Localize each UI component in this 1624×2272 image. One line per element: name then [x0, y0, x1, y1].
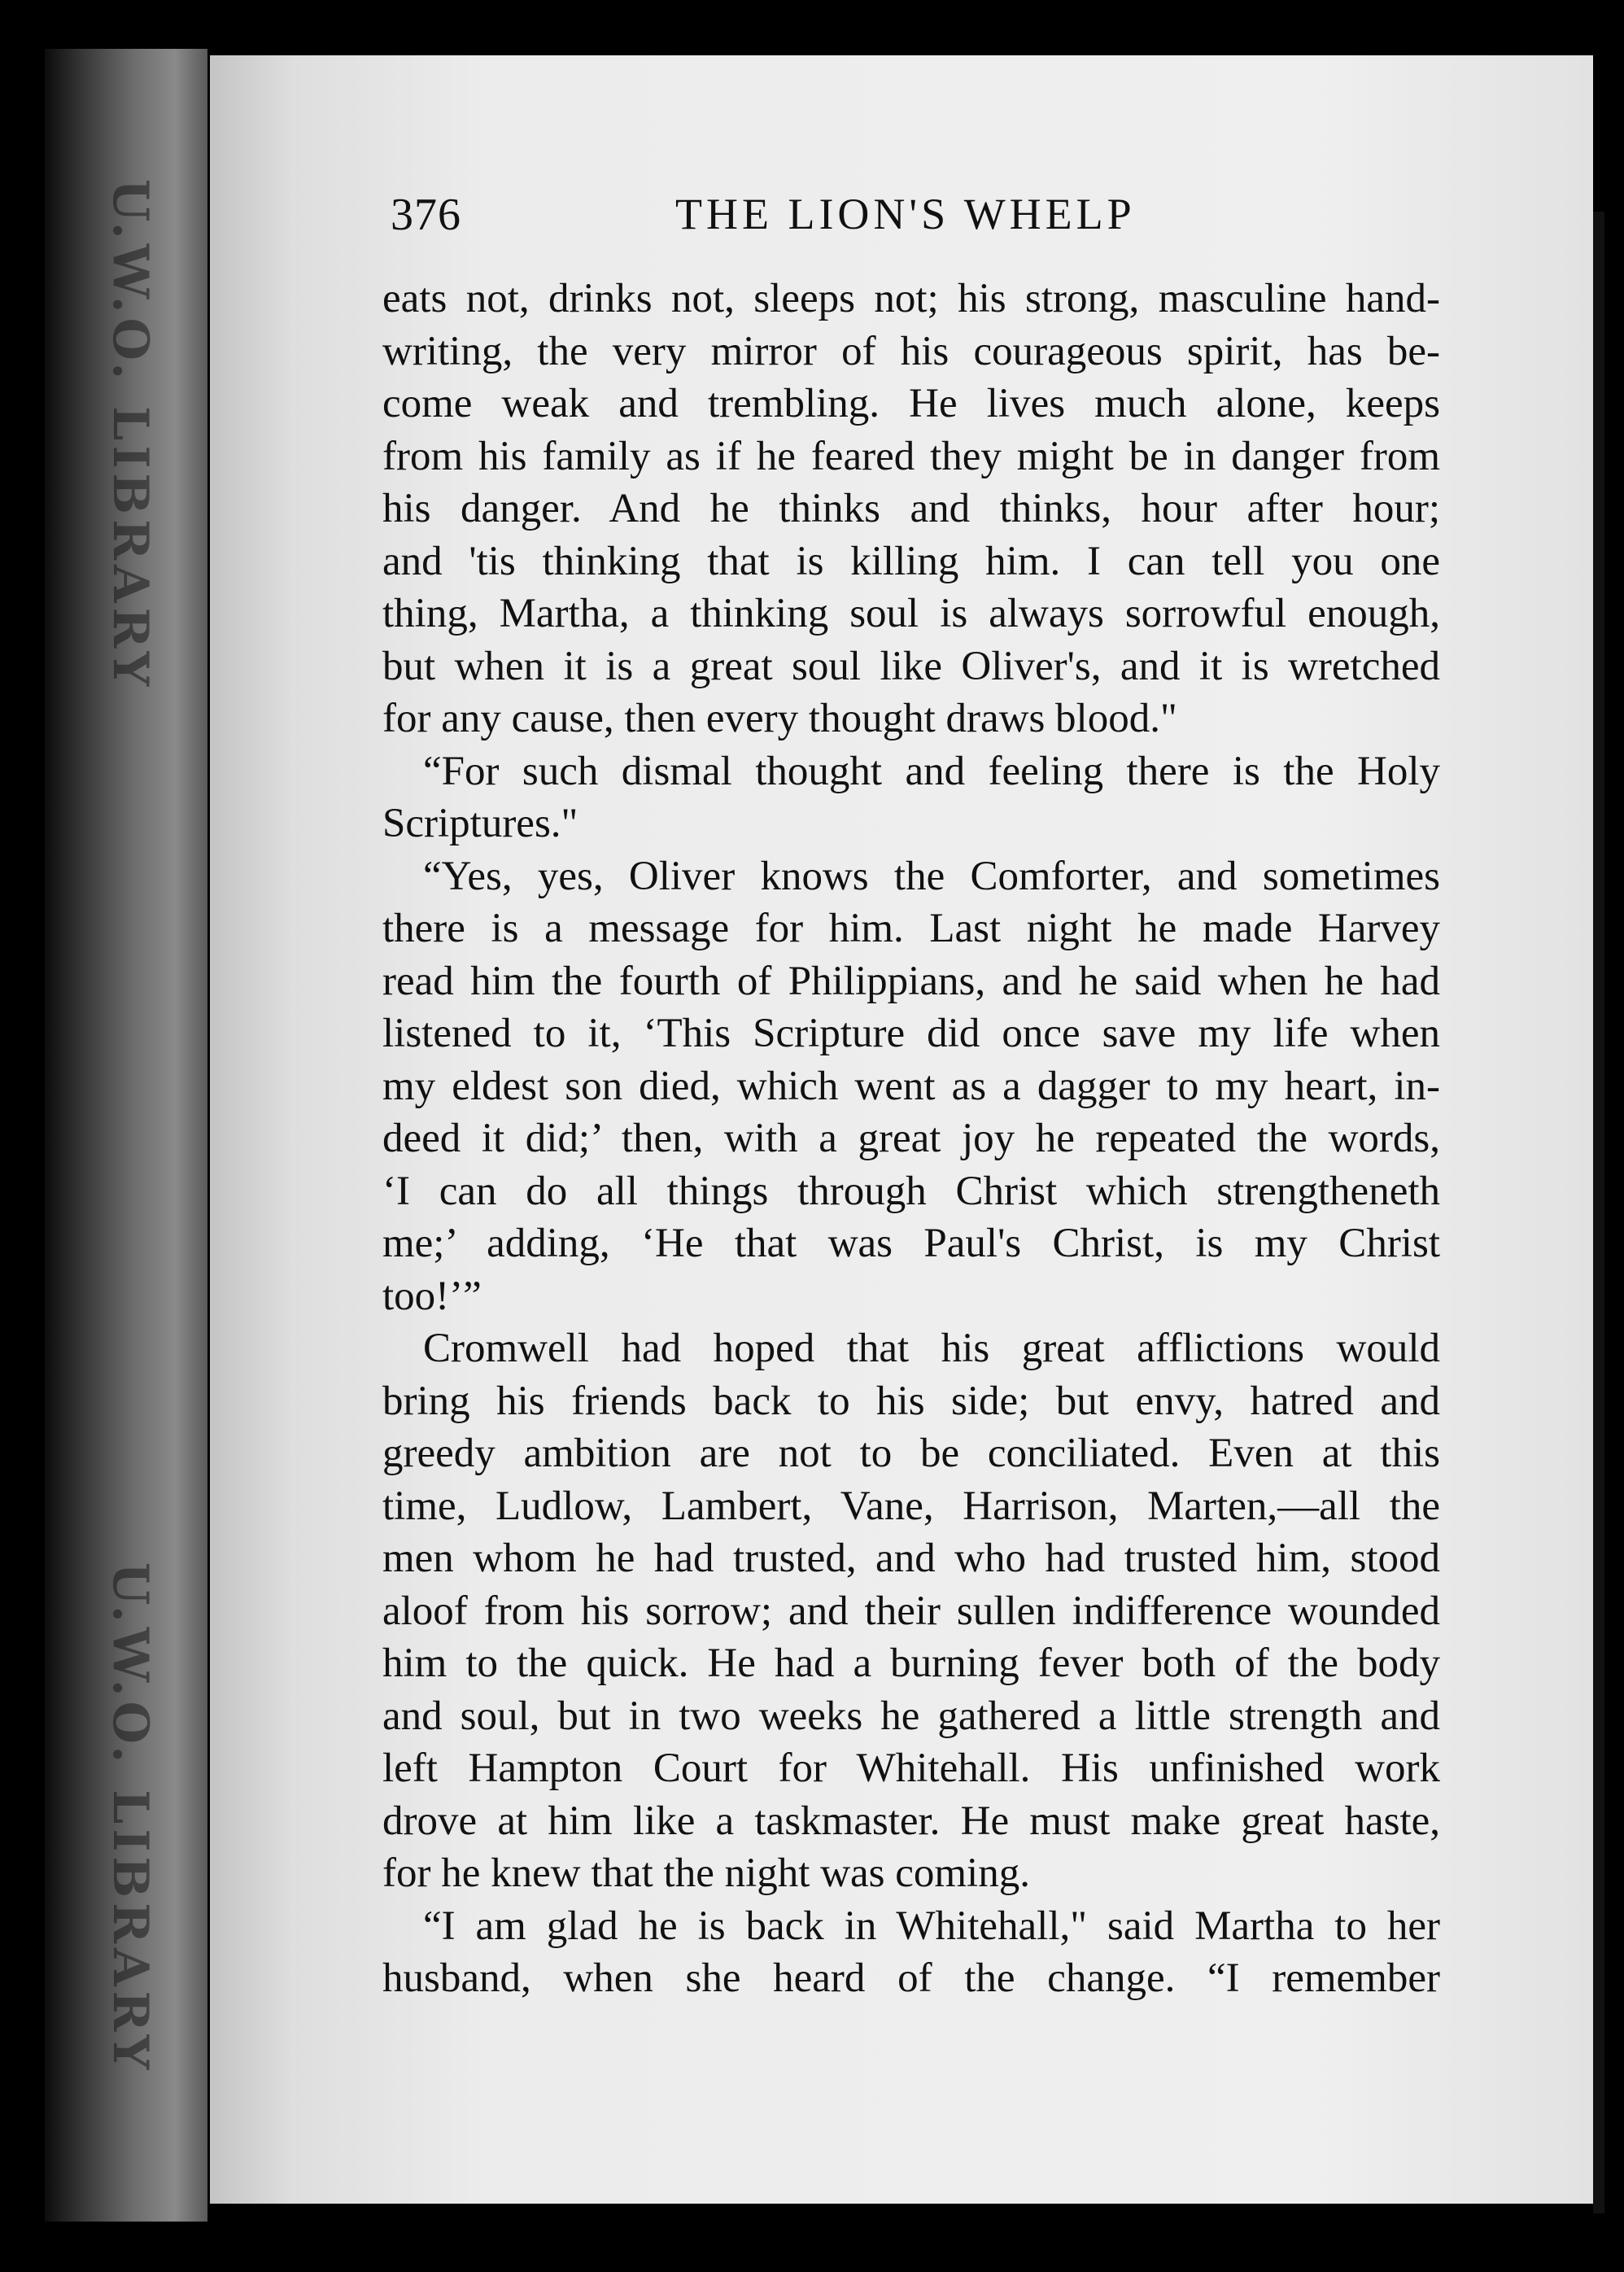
library-stamp-lower: U.W.O. LIBRARY — [102, 1562, 159, 2075]
paragraph-first-line: “I am glad he is back in Whitehall," said Martha to her — [423, 1903, 1440, 1949]
text-line: my eldest son died, which went as a dagger to my heart, in- — [382, 1063, 1440, 1109]
text-line: there is a message for him. Last night he made Harvey — [382, 906, 1440, 951]
text-line: and 'tis thinking that is killing him. I can tell you one — [382, 538, 1440, 584]
page-number: 376 — [391, 190, 461, 240]
text-line: left Hampton Court for Whitehall. His unfinished work — [382, 1746, 1440, 1791]
text-line: time, Ludlow, Lambert, Vane, Harrison, Marten,—all the — [382, 1483, 1440, 1529]
body-text — [382, 273, 1440, 2005]
library-stamp-upper: U.W.O. LIBRARY — [102, 179, 159, 692]
text-line: but when it is a great soul like Oliver's, and it is wretched — [382, 643, 1440, 689]
text-line: aloof from his sorrow; and their sullen indifference wounded — [382, 1588, 1440, 1634]
text-line: greedy ambition are not to be conciliated. Even at this — [382, 1431, 1440, 1476]
text-line: come weak and trembling. He lives much alone, keeps — [382, 381, 1440, 426]
text-line: for he knew that the night was coming. — [382, 1850, 1030, 1896]
text-line: writing, the very mirror of his courageous spirit, has be- — [382, 328, 1440, 374]
paragraph-first-line: “For such dismal thought and feeling there is the Holy — [423, 748, 1440, 794]
book-spine — [45, 49, 207, 2222]
text-line: deed it did;’ then, with a great joy he repeated the words, — [382, 1116, 1440, 1161]
page-header — [391, 189, 1448, 254]
text-line: from his family as if he feared they might be in danger from — [382, 433, 1440, 479]
text-line: and soul, but in two weeks he gathered a little strength and — [382, 1693, 1440, 1739]
text-line: eats not, drinks not, sleeps not; his strong, masculine hand- — [382, 276, 1440, 321]
text-line: ‘I can do all things through Christ which strengtheneth — [382, 1168, 1440, 1214]
paragraph-first-line: Cromwell had hoped that his great afflictions would — [423, 1326, 1440, 1371]
text-line: him to the quick. He had a burning fever both of the body — [382, 1641, 1440, 1686]
text-line: thing, Martha, a thinking soul is always sorrowful enough, — [382, 591, 1440, 636]
running-title: THE LION'S WHELP — [675, 190, 1136, 238]
page-edge-shadow — [1593, 212, 1604, 2213]
text-line: listened to it, ‘This Scripture did once save my life when — [382, 1011, 1440, 1056]
text-line: read him the fourth of Philippians, and he said when he had — [382, 958, 1440, 1004]
text-line: too!’” — [382, 1273, 482, 1319]
text-line: for any cause, then every thought draws blood." — [382, 696, 1177, 741]
paragraph-first-line: “Yes, yes, Oliver knows the Comforter, and sometimes — [423, 853, 1440, 899]
text-line: me;’ adding, ‘He that was Paul's Christ, is my Christ — [382, 1221, 1440, 1266]
text-line: men whom he had trusted, and who had trusted him, stood — [382, 1536, 1440, 1581]
text-line: drove at him like a taskmaster. He must make great haste, — [382, 1798, 1440, 1844]
text-line: bring his friends back to his side; but envy, hatred and — [382, 1378, 1440, 1424]
text-line: his danger. And he thinks and thinks, hour after hour; — [382, 486, 1440, 531]
text-line: Scriptures." — [382, 801, 578, 846]
text-line: husband, when she heard of the change. “I remember — [382, 1955, 1440, 2001]
